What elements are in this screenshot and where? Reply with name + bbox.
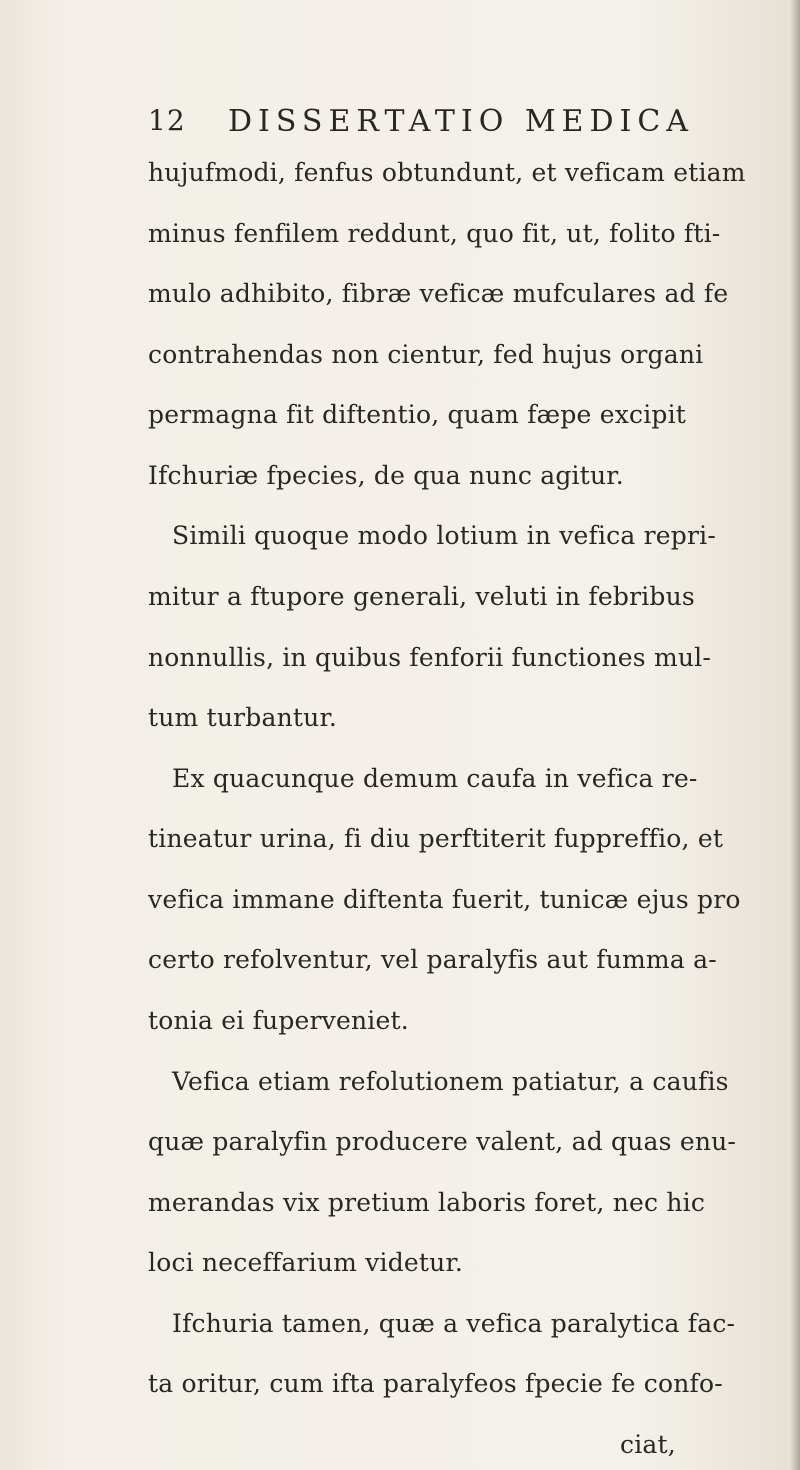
text-line: mitur a ftupore generali, veluti in febribus (148, 582, 695, 611)
text-line: tonia ei fuperveniet. (148, 1006, 409, 1035)
page-header (148, 104, 708, 144)
text-line: vefica immane diftenta fuerit, tunicæ ejus pro (148, 885, 741, 914)
text-line: merandas vix pretium laboris foret, nec hic (148, 1188, 706, 1217)
paragraph-start-line: Ifchuria tamen, quæ a vefica paralytica fac- (172, 1309, 736, 1338)
text-line: mulo adhibito, fibræ veficæ mufculares ad fe (148, 279, 729, 308)
text-line: Ifchuriæ fpecies, de qua nunc agitur. (148, 461, 624, 490)
text-line: loci neceffarium videtur. (148, 1248, 464, 1277)
catchword: ciat, (620, 1430, 676, 1459)
text-line: nonnullis, in quibus fenforii functiones mul- (148, 643, 712, 672)
paragraph-start-line: Ex quacunque demum caufa in vefica re- (172, 764, 698, 793)
paragraph-start-line: Simili quoque modo lotium in vefica repri- (172, 521, 716, 550)
text-line: ta oritur, cum ifta paralyfeos fpecie fe confo- (148, 1369, 723, 1398)
text-line: minus fenfilem reddunt, quo fit, ut, folito fti- (148, 219, 721, 248)
text-line: tum turbantur. (148, 703, 338, 732)
text-line: certo refolventur, vel paralyfis aut fumma a- (148, 945, 717, 974)
text-line: quæ paralyfin producere valent, ad quas enu- (148, 1127, 737, 1156)
running-title: DISSERTATIO MEDICA (228, 104, 694, 139)
text-line: hujufmodi, fenfus obtundunt, et veficam etiam (148, 158, 746, 187)
text-line: tineatur urina, fi diu perftiterit fuppreffio, et (148, 824, 724, 853)
paragraph-start-line: Vefica etiam refolutionem patiatur, a caufis (172, 1067, 729, 1096)
page-edge-shadow (790, 0, 800, 1470)
text-line: contrahendas non cientur, fed hujus organi (148, 340, 704, 369)
text-line: permagna fit diftentio, quam fæpe excipit (148, 400, 687, 429)
page-number: 12 (148, 104, 186, 137)
